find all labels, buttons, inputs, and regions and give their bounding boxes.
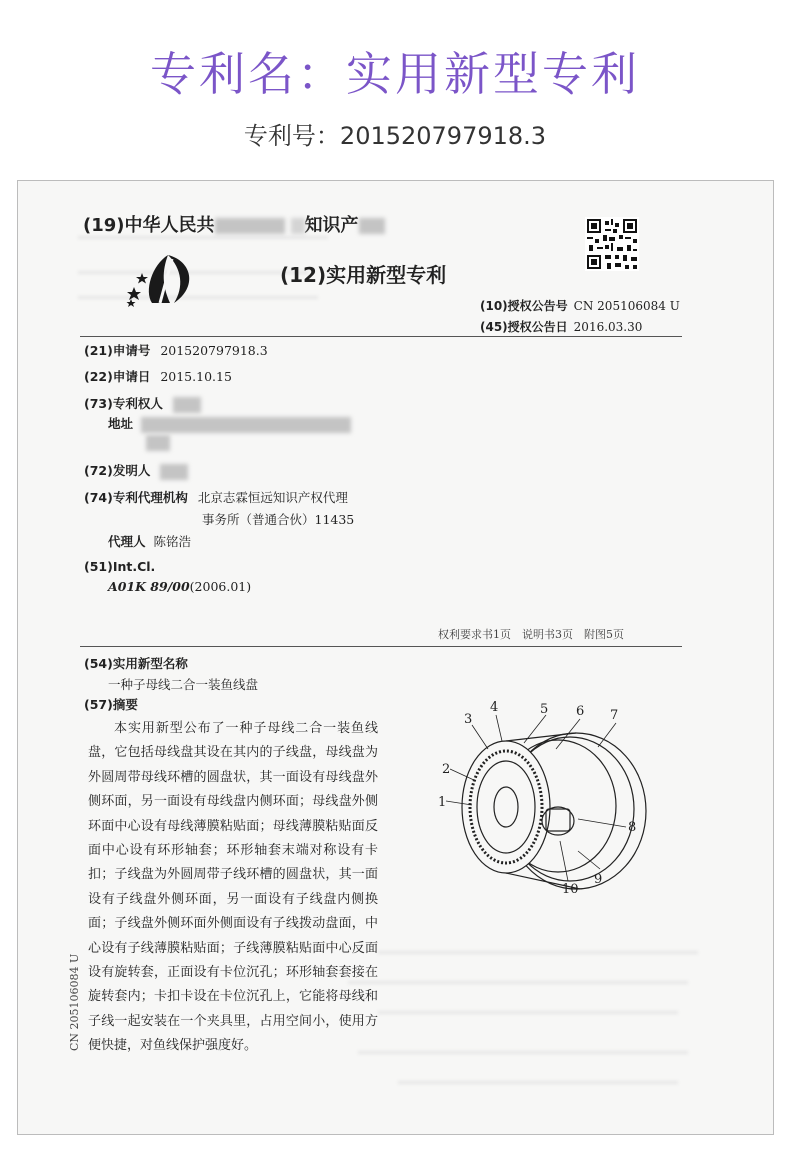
fig-label-3: 3 — [464, 712, 473, 727]
patent-agency-cont: 事务所（普通合伙）11435 — [202, 512, 355, 527]
fig-label-2: 2 — [442, 762, 451, 777]
patent-type: (12)实用新型专利 — [280, 263, 447, 287]
agent: 代理人 陈铭浩 — [108, 534, 192, 549]
patent-number-heading: 专利号：201520797918.3 — [243, 122, 547, 150]
side-publication-number: CN 205106084 U — [68, 953, 81, 1051]
patent-office-logo — [122, 247, 202, 309]
publication-number: (10)授权公告号 CN 205106084 U — [480, 299, 680, 313]
utility-name-label: (54)实用新型名称 — [84, 656, 188, 671]
patent-document-scan — [17, 180, 774, 1135]
utility-name: 一种子母线二合一装鱼线盘 — [108, 677, 259, 692]
qr-code — [585, 217, 639, 271]
publication-date: (45)授权公告日 2016.03.30 — [480, 320, 643, 334]
fig-label-8: 8 — [628, 820, 637, 835]
patent-figure — [428, 701, 678, 916]
inventor: (72)发明人 — [84, 461, 188, 480]
patent-agency: (74)专利代理机构 北京志霖恒远知识产权代理 — [84, 490, 348, 505]
patentee: (73)专利权人 — [84, 394, 201, 413]
patentee-address: 地址 — [108, 414, 351, 433]
fig-label-1: 1 — [438, 795, 447, 810]
fig-label-9: 9 — [594, 872, 603, 887]
application-number: (21)申请号 201520797918.3 — [84, 343, 268, 358]
fig-label-10: 10 — [562, 882, 579, 897]
page-title: 专利名：实用新型专利 — [150, 47, 640, 101]
abstract-label: (57)摘要 — [84, 697, 138, 712]
abstract-text: 本实用新型公布了一种子母线二合一装鱼线盘，它包括母线盘其设在其内的子线盘，母线盘为外圆周带母线环槽的圆盘状，其一面设有母线盘外侧环面，另一面设有母线盘内侧环面；母线盘外侧环面中心设有母线薄膜粘贴面；母线薄膜粘贴面反面中心设有环形轴套；环形轴套末端对称设有卡扣；子线盘为外圆周带子线环槽的圆盘状，其一面设有子线盘外侧环面，另一面设有子线盘内侧换面；子线盘外侧环面外侧面设有子线拨动盘面，中心设有子线薄膜粘贴面；子线薄膜粘贴面中心反面设有旋转套，正面设有卡位沉孔；环形轴套套接在旋转套内；卡扣卡设在卡位沉孔上，它能将母线和子线一起安装在一个夹具里，占用空间小，使用方便快捷，对鱼线保护强度好。 — [88, 721, 378, 1054]
issuing-office: (19)中华人民共 知识产 — [83, 211, 385, 237]
fig-label-4: 4 — [490, 701, 499, 715]
page-counts: 权利要求书1页 说明书3页 附图5页 — [438, 628, 624, 641]
fig-label-5: 5 — [540, 702, 549, 717]
fig-label-6: 6 — [576, 704, 585, 719]
int-cl: (51)Int.Cl. — [84, 559, 156, 574]
application-date: (22)申请日 2015.10.15 — [84, 369, 232, 384]
divider — [80, 646, 682, 647]
divider — [80, 336, 682, 337]
fig-label-7: 7 — [610, 708, 619, 723]
int-cl-class: A01K 89/00(2006.01) — [108, 579, 252, 594]
patentee-address-cont — [146, 434, 170, 451]
